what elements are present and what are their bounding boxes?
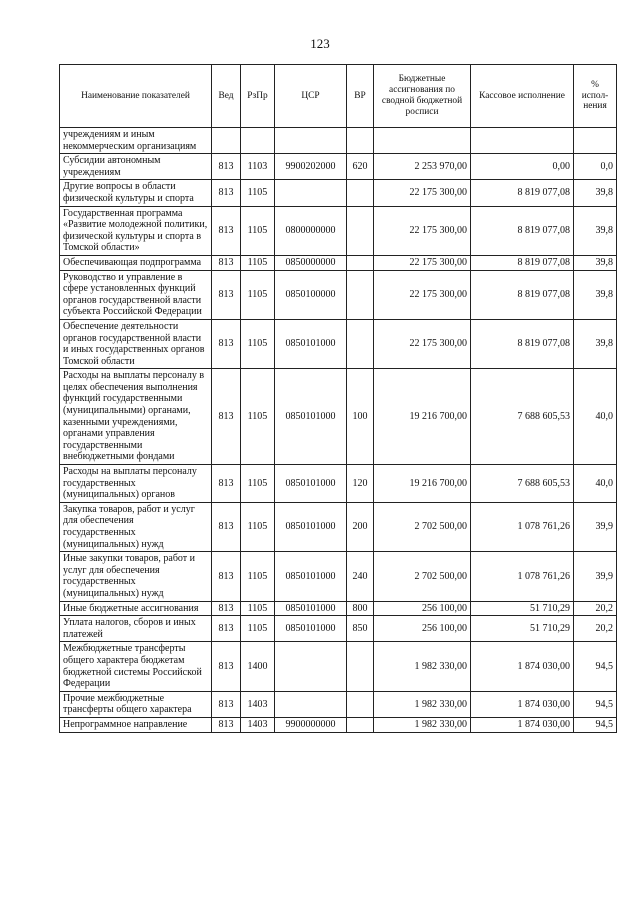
cell-budget: 22 175 300,00 xyxy=(374,255,471,270)
cell-cash: 1 078 761,26 xyxy=(471,502,574,551)
table-row xyxy=(60,601,617,616)
table-row xyxy=(60,717,617,732)
cell-rzpr: 1400 xyxy=(241,642,275,691)
cell-vr: 120 xyxy=(347,465,374,503)
cell-csr: 0850101000 xyxy=(275,502,347,551)
cell-rzpr: 1105 xyxy=(241,616,275,642)
cell-ved: 813 xyxy=(212,255,241,270)
header-row xyxy=(60,65,617,128)
cell-name: Закупка товаров, работ и услуг для обеспечения государственных (муниципальных) нужд xyxy=(60,502,212,551)
cell-cash: 8 819 077,08 xyxy=(471,206,574,255)
cell-percent: 20,2 xyxy=(574,616,617,642)
header-vr: ВР xyxy=(347,65,374,128)
cell-csr xyxy=(275,128,347,154)
table-row xyxy=(60,642,617,691)
cell-ved: 813 xyxy=(212,270,241,319)
cell-percent: 39,8 xyxy=(574,206,617,255)
cell-percent: 40,0 xyxy=(574,465,617,503)
cell-rzpr: 1105 xyxy=(241,206,275,255)
cell-name: Прочие межбюджетные трансферты общего характера xyxy=(60,691,212,717)
cell-percent: 39,9 xyxy=(574,502,617,551)
budget-execution-table xyxy=(59,64,617,733)
cell-ved: 813 xyxy=(212,717,241,732)
cell-cash: 1 874 030,00 xyxy=(471,642,574,691)
table-row xyxy=(60,502,617,551)
cell-ved: 813 xyxy=(212,319,241,368)
cell-percent: 39,8 xyxy=(574,180,617,206)
cell-name: Иные закупки товаров, работ и услуг для обеспечения государственных (муниципальных) нужд xyxy=(60,552,212,601)
cell-cash: 1 874 030,00 xyxy=(471,691,574,717)
cell-ved: 813 xyxy=(212,180,241,206)
cell-csr xyxy=(275,691,347,717)
cell-budget: 19 216 700,00 xyxy=(374,465,471,503)
cell-vr xyxy=(347,319,374,368)
cell-name: Руководство и управление в сфере установленных функций органов государственной власти субъекта Российской Федерации xyxy=(60,270,212,319)
cell-rzpr: 1105 xyxy=(241,552,275,601)
cell-budget: 2 253 970,00 xyxy=(374,154,471,180)
cell-budget: 1 982 330,00 xyxy=(374,717,471,732)
header-csr: ЦСР xyxy=(275,65,347,128)
cell-percent: 39,8 xyxy=(574,319,617,368)
cell-name: Обеспечивающая подпрограмма xyxy=(60,255,212,270)
cell-rzpr: 1105 xyxy=(241,465,275,503)
cell-vr xyxy=(347,642,374,691)
cell-csr: 9900202000 xyxy=(275,154,347,180)
cell-name: Обеспечение деятельности органов государственной власти и иных государственных органов Томской области xyxy=(60,319,212,368)
cell-vr xyxy=(347,206,374,255)
cell-ved: 813 xyxy=(212,691,241,717)
cell-name: учреждениям и иным некоммерческим организациям xyxy=(60,128,212,154)
table-row xyxy=(60,180,617,206)
cell-cash: 1 874 030,00 xyxy=(471,717,574,732)
cell-rzpr: 1105 xyxy=(241,255,275,270)
cell-rzpr: 1105 xyxy=(241,319,275,368)
cell-vr: 240 xyxy=(347,552,374,601)
cell-vr xyxy=(347,255,374,270)
table-row xyxy=(60,465,617,503)
cell-percent: 20,2 xyxy=(574,601,617,616)
cell-budget: 1 982 330,00 xyxy=(374,642,471,691)
cell-rzpr xyxy=(241,128,275,154)
cell-budget: 22 175 300,00 xyxy=(374,319,471,368)
cell-budget: 22 175 300,00 xyxy=(374,180,471,206)
cell-budget: 256 100,00 xyxy=(374,601,471,616)
cell-vr: 200 xyxy=(347,502,374,551)
cell-rzpr: 1105 xyxy=(241,180,275,206)
table-header xyxy=(60,65,617,128)
table-row xyxy=(60,154,617,180)
cell-rzpr: 1105 xyxy=(241,369,275,465)
cell-vr: 800 xyxy=(347,601,374,616)
cell-name: Расходы на выплаты персоналу в целях обеспечения выполнения функций государственными (муниципальными) органами, казенными учреждениями, органами управления государственными внебюджетными фондами xyxy=(60,369,212,465)
cell-name: Уплата налогов, сборов и иных платежей xyxy=(60,616,212,642)
cell-csr: 0850101000 xyxy=(275,601,347,616)
header-cash: Кассовое исполнение xyxy=(471,65,574,128)
cell-name: Субсидии автономным учреждениям xyxy=(60,154,212,180)
cell-ved: 813 xyxy=(212,465,241,503)
cell-ved: 813 xyxy=(212,601,241,616)
cell-csr: 0850000000 xyxy=(275,255,347,270)
table-row xyxy=(60,270,617,319)
cell-csr xyxy=(275,180,347,206)
table-row xyxy=(60,206,617,255)
table-row xyxy=(60,616,617,642)
cell-vr xyxy=(347,180,374,206)
cell-name: Иные бюджетные ассигнования xyxy=(60,601,212,616)
table-row xyxy=(60,128,617,154)
cell-ved xyxy=(212,128,241,154)
cell-budget: 2 702 500,00 xyxy=(374,502,471,551)
cell-budget: 2 702 500,00 xyxy=(374,552,471,601)
cell-cash: 51 710,29 xyxy=(471,601,574,616)
cell-cash: 8 819 077,08 xyxy=(471,270,574,319)
cell-ved: 813 xyxy=(212,154,241,180)
cell-vr xyxy=(347,270,374,319)
cell-rzpr: 1105 xyxy=(241,502,275,551)
cell-cash xyxy=(471,128,574,154)
cell-cash: 51 710,29 xyxy=(471,616,574,642)
cell-csr: 9900000000 xyxy=(275,717,347,732)
header-ved: Вед xyxy=(212,65,241,128)
cell-percent: 40,0 xyxy=(574,369,617,465)
table-row xyxy=(60,691,617,717)
cell-cash: 7 688 605,53 xyxy=(471,465,574,503)
cell-vr xyxy=(347,717,374,732)
cell-rzpr: 1403 xyxy=(241,717,275,732)
cell-budget: 1 982 330,00 xyxy=(374,691,471,717)
header-rzpr: РзПр xyxy=(241,65,275,128)
cell-percent: 39,9 xyxy=(574,552,617,601)
header-percent: % испол- нения xyxy=(574,65,617,128)
cell-csr: 0850101000 xyxy=(275,319,347,368)
table-row xyxy=(60,319,617,368)
cell-cash: 8 819 077,08 xyxy=(471,180,574,206)
cell-cash: 0,00 xyxy=(471,154,574,180)
cell-percent xyxy=(574,128,617,154)
cell-budget: 22 175 300,00 xyxy=(374,206,471,255)
header-name: Наименование показателей xyxy=(60,65,212,128)
cell-csr: 0850101000 xyxy=(275,616,347,642)
cell-csr: 0850100000 xyxy=(275,270,347,319)
cell-rzpr: 1105 xyxy=(241,601,275,616)
table-row xyxy=(60,552,617,601)
cell-csr: 0850101000 xyxy=(275,552,347,601)
cell-cash: 1 078 761,26 xyxy=(471,552,574,601)
cell-percent: 94,5 xyxy=(574,691,617,717)
cell-ved: 813 xyxy=(212,369,241,465)
cell-vr: 620 xyxy=(347,154,374,180)
cell-rzpr: 1403 xyxy=(241,691,275,717)
cell-csr: 0800000000 xyxy=(275,206,347,255)
cell-vr: 850 xyxy=(347,616,374,642)
cell-ved: 813 xyxy=(212,206,241,255)
cell-percent: 0,0 xyxy=(574,154,617,180)
cell-budget: 22 175 300,00 xyxy=(374,270,471,319)
cell-rzpr: 1103 xyxy=(241,154,275,180)
cell-csr xyxy=(275,642,347,691)
cell-vr: 100 xyxy=(347,369,374,465)
page-number: 123 xyxy=(310,36,330,51)
cell-percent: 39,8 xyxy=(574,255,617,270)
cell-budget xyxy=(374,128,471,154)
cell-ved: 813 xyxy=(212,642,241,691)
cell-name: Расходы на выплаты персоналу государственных (муниципальных) органов xyxy=(60,465,212,503)
cell-percent: 94,5 xyxy=(574,642,617,691)
cell-vr xyxy=(347,691,374,717)
cell-percent: 39,8 xyxy=(574,270,617,319)
header-budget: Бюджетные ассигнования по сводной бюджетной росписи xyxy=(374,65,471,128)
cell-name: Государственная программа «Развитие молодежной политики, физической культуры и спорта в Томской области» xyxy=(60,206,212,255)
cell-csr: 0850101000 xyxy=(275,465,347,503)
cell-rzpr: 1105 xyxy=(241,270,275,319)
cell-ved: 813 xyxy=(212,502,241,551)
cell-name: Непрограммное направление xyxy=(60,717,212,732)
table-row xyxy=(60,255,617,270)
cell-name: Другие вопросы в области физической культуры и спорта xyxy=(60,180,212,206)
cell-ved: 813 xyxy=(212,552,241,601)
cell-name: Межбюджетные трансферты общего характера бюджетам бюджетной системы Российской Федерации xyxy=(60,642,212,691)
cell-csr: 0850101000 xyxy=(275,369,347,465)
cell-budget: 19 216 700,00 xyxy=(374,369,471,465)
table-row xyxy=(60,369,617,465)
cell-vr xyxy=(347,128,374,154)
cell-budget: 256 100,00 xyxy=(374,616,471,642)
cell-percent: 94,5 xyxy=(574,717,617,732)
cell-cash: 7 688 605,53 xyxy=(471,369,574,465)
cell-cash: 8 819 077,08 xyxy=(471,255,574,270)
table-body xyxy=(60,128,617,733)
cell-ved: 813 xyxy=(212,616,241,642)
cell-cash: 8 819 077,08 xyxy=(471,319,574,368)
